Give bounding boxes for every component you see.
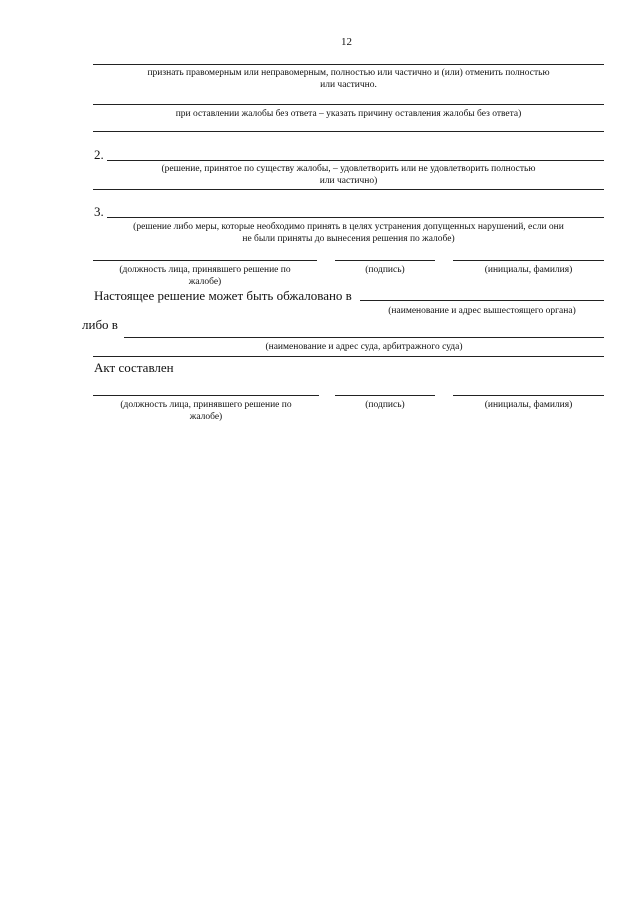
signature-line — [335, 260, 435, 261]
higher-body-hint: (наименование и адрес вышестоящего органа) — [388, 306, 576, 316]
section3-number: 3. — [94, 204, 104, 219]
fill-line — [360, 300, 604, 301]
section1-line1: признать правомерным или неправомерным, полностью или частично и (или) отменить полностью — [147, 68, 550, 78]
name-hint: (инициалы, фамилия) — [484, 400, 573, 410]
fill-line — [93, 131, 604, 132]
fill-line — [93, 356, 604, 357]
signature-hint: (подпись) — [365, 265, 405, 275]
position-line — [93, 260, 317, 261]
act-text: Акт составлен — [94, 360, 174, 375]
court-hint: (наименование и адрес суда, арбитражного суда) — [265, 342, 463, 352]
position-hint-line1: (должность лица, принявшего решение по — [120, 400, 292, 410]
position-line — [93, 395, 319, 396]
fill-line — [93, 104, 604, 105]
fill-line — [93, 64, 604, 65]
fill-line — [107, 160, 604, 161]
section3-hint-line2: не были приняты до вынесения решения по жалобе) — [242, 234, 455, 244]
section1-line2: или частично. — [320, 80, 377, 90]
position-hint-line2: жалобе) — [189, 412, 223, 422]
or-text: либо в — [82, 317, 118, 332]
section2-hint-line1: (решение, принятое по существу жалобы, – удовлетворить или не удовлетворить полностью — [161, 164, 536, 174]
page-number: 12 — [341, 36, 352, 48]
fill-line — [93, 189, 604, 190]
section2-hint-line2: или частично) — [319, 176, 378, 186]
section3-hint-line1: (решение либо меры, которые необходимо принять в целях устранения допущенных нарушений, если они — [133, 222, 564, 232]
position-hint-line1: (должность лица, принявшего решение по — [119, 265, 291, 275]
fill-line — [107, 217, 604, 218]
name-hint: (инициалы, фамилия) — [484, 265, 573, 275]
name-line — [453, 260, 604, 261]
signature-line — [335, 395, 435, 396]
section1-line3: при оставлении жалобы без ответа – указать причину оставления жалобы без ответа) — [175, 109, 522, 119]
section2-number: 2. — [94, 147, 104, 162]
appeal-text: Настоящее решение может быть обжаловано в — [94, 288, 352, 303]
signature-hint: (подпись) — [365, 400, 405, 410]
fill-line — [124, 337, 604, 338]
position-hint-line2: жалобе) — [188, 277, 222, 287]
name-line — [453, 395, 604, 396]
